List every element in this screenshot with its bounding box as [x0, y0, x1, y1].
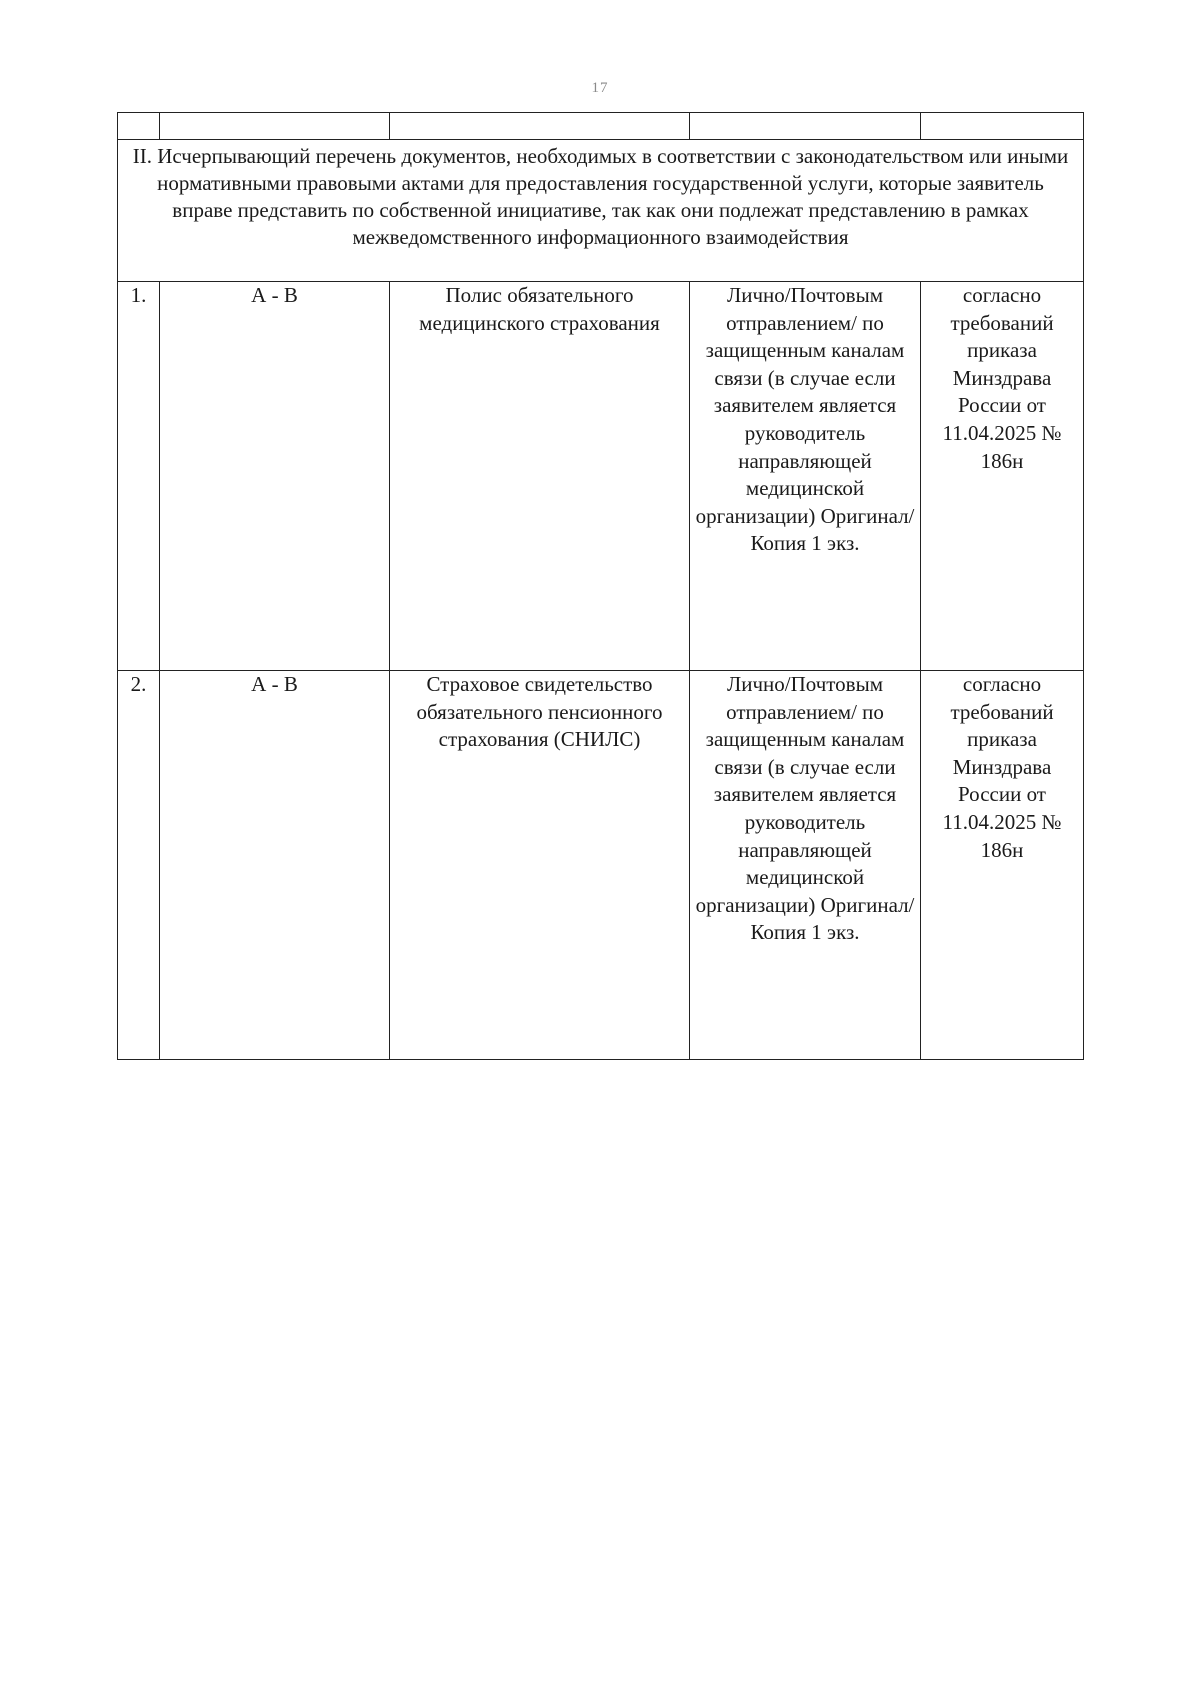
row-submission-method: Лично/Почтовым отправлением/ по защищенным каналам связи (в случае если заявителем является руководитель направляющей медицинской организации) Оригинал/Копия 1 экз.	[690, 671, 921, 1060]
row-criteria: А - В	[160, 671, 390, 1060]
header-cell-basis	[921, 113, 1084, 140]
section-title: II. Исчерпывающий перечень документов, необходимых в соответствии с законодательством или иными нормативными правовыми актами для предоставления государственной услуги, которые заявитель вправе представить по собственной инициативе, так как они подлежат представлению в рамках межведомственного информационного взаимодействия	[118, 140, 1084, 282]
table-row	[118, 282, 1084, 671]
row-document-name: Страховое свидетельство обязательного пенсионного страхования (СНИЛС)	[390, 671, 690, 1060]
section-row	[118, 140, 1084, 282]
row-criteria: А - В	[160, 282, 390, 671]
page-number: 17	[591, 80, 609, 96]
row-number: 2.	[118, 671, 160, 1060]
row-submission-method: Лично/Почтовым отправлением/ по защищенным каналам связи (в случае если заявителем является руководитель направляющей медицинской организации) Оригинал/Копия 1 экз.	[690, 282, 921, 671]
row-document-name: Полис обязательного медицинского страхования	[390, 282, 690, 671]
row-basis: согласно требований приказа Минздрава России от 11.04.2025 № 186н	[921, 671, 1084, 1060]
documents-table	[117, 112, 1084, 1060]
header-cell-document	[390, 113, 690, 140]
table-header-row	[118, 113, 1084, 140]
row-number: 1.	[118, 282, 160, 671]
table-row	[118, 671, 1084, 1060]
header-cell-criteria	[160, 113, 390, 140]
header-cell-method	[690, 113, 921, 140]
row-basis: согласно требований приказа Минздрава России от 11.04.2025 № 186н	[921, 282, 1084, 671]
header-cell-number	[118, 113, 160, 140]
